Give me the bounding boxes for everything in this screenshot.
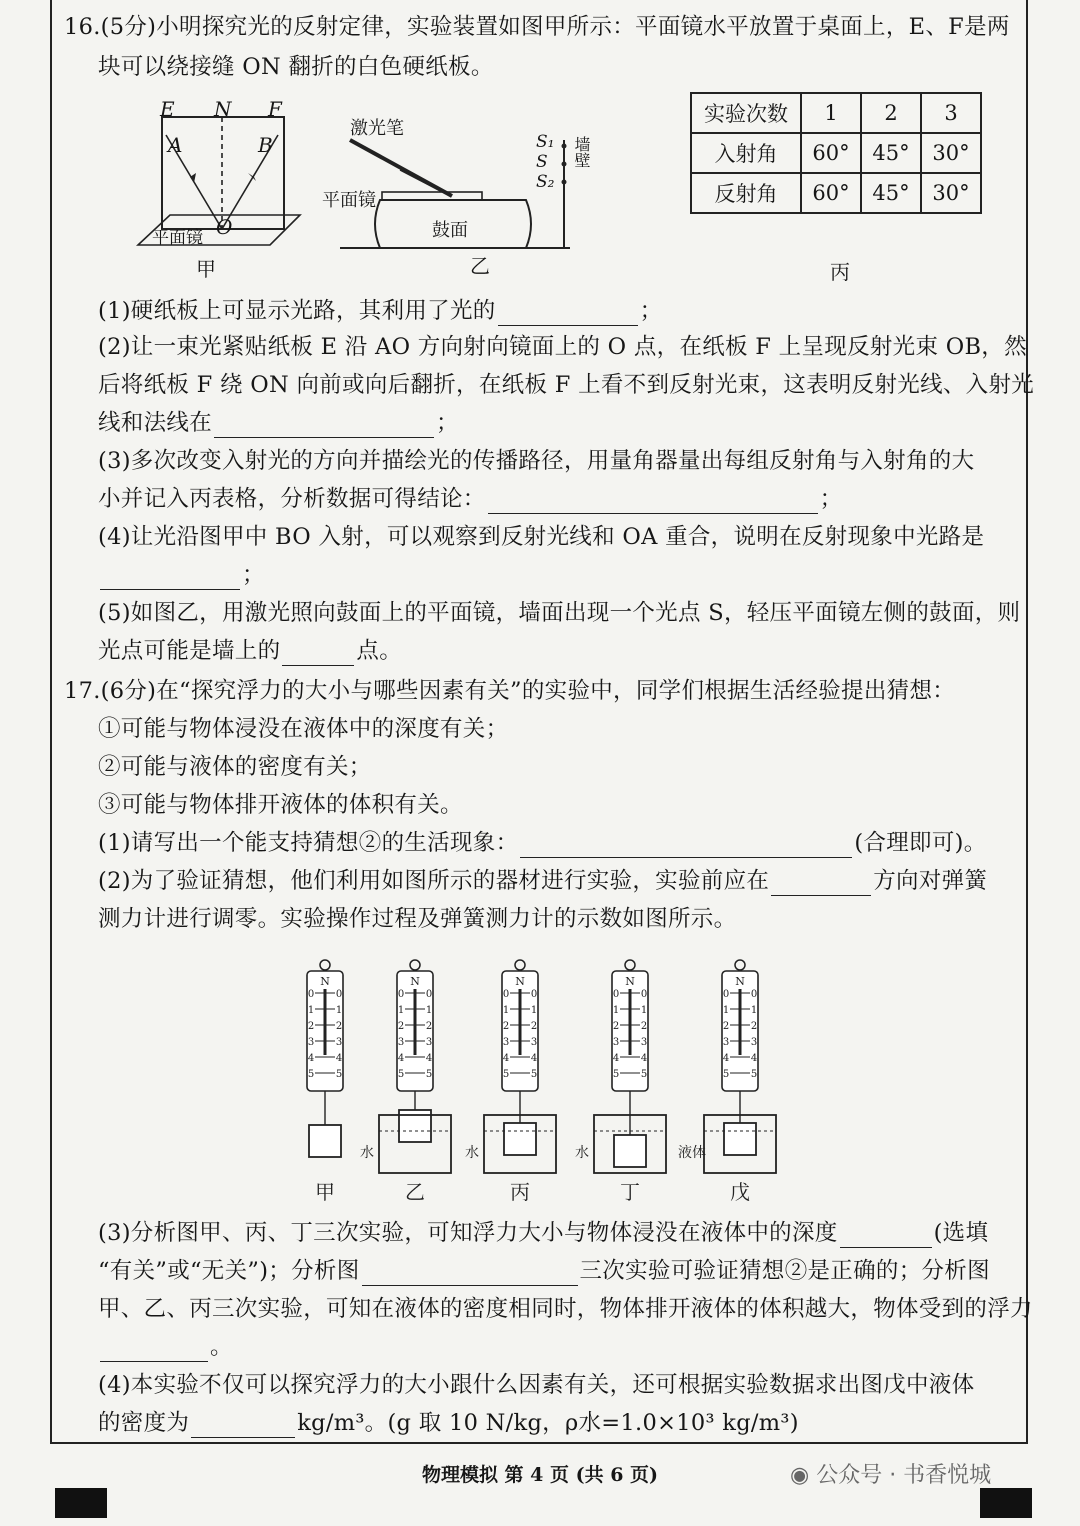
scale-caption: 丁 (620, 1180, 640, 1204)
angle-table (690, 92, 982, 214)
q17-p1-text: (1)请写出一个能支持猜想②的生活现象： (98, 830, 519, 856)
wechat-icon: ◉ (790, 1463, 817, 1488)
q16-head: 16.(5分)小明探究光的反射定律，实验装置如图甲所示：平面镜水平放置于桌面上，E、F是两 (64, 14, 1010, 40)
q16-p3b-text: 小并记入丙表格，分析数据可得结论： (98, 486, 486, 512)
scale-tick-label: 5 (335, 1069, 343, 1080)
q17-p3f-end: 。 (210, 1334, 233, 1360)
label-A: A (168, 133, 183, 157)
q16-p5a: (5)如图乙，用激光照向鼓面上的平面镜，墙面出现一个光点 S，轻压平面镜左侧的鼓面，则 (98, 600, 1021, 626)
q17-guess-3: ③可能与物体排开液体的体积有关。 (98, 792, 463, 818)
scale-caption: 戊 (730, 1180, 750, 1204)
q16-p2a: (2)让一束光紧贴纸板 E 沿 AO 方向射向镜面上的 O 点，在纸板 F 上呈现反射光束 OB，然 (98, 334, 1027, 360)
liquid-label: 液体 (678, 1145, 706, 1161)
scale-hook-ring (410, 960, 420, 970)
page-footer: 物理模拟 第 4 页 (共 6 页) (421, 1464, 659, 1486)
label-laser: 激光笔 (350, 118, 404, 139)
q16-p4a: (4)让光沿图甲中 BO 入射，可以观察到反射光线和 OA 重合，说明在反射现象中光路是 (98, 524, 985, 550)
q17-p2-text: (2)为了验证猜想，他们利用如图所示的器材进行实验，实验前应在 (98, 868, 770, 894)
answer-blank[interactable] (100, 567, 240, 590)
scale-tick-label: 0 (425, 989, 433, 1000)
scale-tick-label: 5 (722, 1069, 730, 1080)
answer-blank[interactable] (771, 873, 871, 896)
answer-blank[interactable] (498, 303, 638, 326)
q17-guess-1: ①可能与物体浸没在液体中的深度有关； (98, 716, 509, 742)
scale-tick-label: 5 (640, 1069, 648, 1080)
q16-p1-end: ； (639, 298, 663, 324)
scale-tick-label: 2 (530, 1021, 538, 1032)
q17-head: 17.(6分)在“探究浮力的大小与哪些因素有关”的实验中，同学们根据生活经验提出猜想： (64, 678, 956, 704)
caption-yi: 乙 (470, 254, 490, 278)
scale-tick-label: 1 (750, 1005, 758, 1016)
q17-p4b-end: kg/m³。(g 取 10 N/kg，ρ水=1.0×10³ kg/m³) (297, 1410, 799, 1436)
answer-blank[interactable] (840, 1225, 932, 1248)
table-header-cell: 1 (801, 93, 861, 133)
q16-p5b-text: 光点可能是墙上的 (98, 638, 281, 664)
table-cell: 入射角 (691, 133, 801, 173)
figure-jia (130, 95, 310, 280)
q17-p3a (98, 1218, 988, 1248)
scale-hook-ring (515, 960, 525, 970)
q16-p4b-end: ； (242, 562, 265, 588)
scale-tick-label: 4 (722, 1053, 730, 1064)
table-cell: 45° (861, 133, 921, 173)
scale-tick-label: 4 (425, 1053, 433, 1064)
reflection-board-diagram (130, 95, 310, 280)
liquid-label: 水 (465, 1145, 479, 1161)
scale-tick-label: 0 (640, 989, 648, 1000)
scale-tick-label: 4 (307, 1053, 315, 1064)
answer-blank[interactable] (214, 415, 434, 438)
scale-unit: N (735, 975, 745, 988)
table-cell: 反射角 (691, 173, 801, 213)
label-O: O (216, 215, 233, 239)
label-mirror-yi: 平面镜 (322, 190, 376, 211)
table-header-row (691, 93, 981, 133)
scale-tick-label: 1 (640, 1005, 648, 1016)
scale-tick-label: 2 (397, 1021, 405, 1032)
q17-p3a-end: (选填 (933, 1220, 989, 1246)
caption-jia: 甲 (196, 257, 216, 281)
object-block (724, 1123, 756, 1155)
q16-head-2: 块可以绕接缝 ON 翻折的白色硬纸板。 (98, 54, 494, 80)
scale-tick-label: 0 (612, 989, 620, 1000)
answer-blank[interactable] (488, 491, 818, 514)
table-header-cell: 2 (861, 93, 921, 133)
q16-p2c-text: 线和法线在 (98, 410, 213, 436)
scale-tick-label: 0 (722, 989, 730, 1000)
scale-tick-label: 2 (722, 1021, 730, 1032)
q16-p4b (98, 560, 265, 590)
label-mirror: 平面镜 (152, 228, 203, 248)
q17-p4a: (4)本实验不仅可以探究浮力的大小跟什么因素有关，还可根据实验数据求出图戊中液体 (98, 1372, 975, 1398)
q16-p3b-end: ； (819, 486, 843, 512)
label-S: S (536, 152, 548, 172)
q16-p1-text: (1)硬纸板上可显示光路，其利用了光的 (98, 298, 496, 324)
table-cell: 30° (921, 173, 981, 213)
q17-p3c (98, 1256, 990, 1286)
scale-tick-label: 1 (397, 1005, 405, 1016)
q16-p2c-end: ； (436, 410, 459, 436)
table-header-cell: 3 (921, 93, 981, 133)
scale-tick-label: 5 (502, 1069, 510, 1080)
scale-tick-label: 3 (530, 1037, 538, 1048)
scale-tick-label: 0 (502, 989, 510, 1000)
q16-p2c (98, 408, 459, 438)
table-row (691, 133, 981, 173)
scale-hook-ring (320, 960, 330, 970)
scale-tick-label: 2 (307, 1021, 315, 1032)
scale-tick-label: 4 (335, 1053, 343, 1064)
watermark-text: 公众号 · 书香悦城 (816, 1463, 992, 1488)
q17-p3a-text: (3)分析图甲、丙、丁三次实验，可知浮力大小与物体浸没在液体中的深度 (98, 1220, 838, 1246)
q16-p5b-end: 点。 (356, 638, 403, 664)
scale-tick-label: 5 (612, 1069, 620, 1080)
registration-mark (55, 1488, 107, 1518)
q16-p2b: 后将纸板 F 绕 ON 向前或向后翻折，在纸板 F 上看不到反射光束，这表明反射光线、入射光 (98, 372, 1035, 398)
q16-p5b (98, 636, 402, 666)
scale-tick-label: 4 (750, 1053, 758, 1064)
table-header-cell: 实验次数 (691, 93, 801, 133)
answer-blank[interactable] (100, 1339, 208, 1362)
registration-mark (980, 1488, 1032, 1518)
scale-caption: 乙 (405, 1180, 425, 1204)
q17-p3e: 甲、乙、丙三次实验，可知在液体的密度相同时，物体排开液体的体积越大，物体受到的浮力 (98, 1296, 1033, 1322)
object-block (309, 1125, 341, 1157)
label-F: F (268, 97, 282, 121)
q16-p3a: (3)多次改变入射光的方向并描绘光的传播路径，用量角器量出每组反射角与入射角的大 (98, 448, 975, 474)
scale-hook-ring (735, 960, 745, 970)
q17-p2c: 测力计进行调零。实验操作过程及弹簧测力计的示数如图所示。 (98, 906, 737, 932)
scale-tick-label: 0 (530, 989, 538, 1000)
label-E: E (160, 97, 175, 121)
scale-tick-label: 2 (425, 1021, 433, 1032)
scale-tick-label: 2 (640, 1021, 648, 1032)
scale-unit: N (320, 975, 330, 988)
scale-tick-label: 1 (530, 1005, 538, 1016)
label-S2: S₂ (536, 172, 555, 192)
label-B: B (258, 133, 273, 157)
scale-tick-label: 3 (335, 1037, 343, 1048)
scale-tick-label: 5 (307, 1069, 315, 1080)
scale-unit: N (410, 975, 420, 988)
object-block (614, 1135, 646, 1167)
scale-tick-label: 4 (640, 1053, 648, 1064)
label-S1: S₁ (536, 132, 555, 152)
scale-tick-label: 2 (335, 1021, 343, 1032)
scale-tick-label: 5 (750, 1069, 758, 1080)
scale-tick-label: 5 (425, 1069, 433, 1080)
q17-p2-end: 方向对弹簧 (873, 868, 988, 894)
scale-tick-label: 3 (397, 1037, 405, 1048)
answer-blank[interactable] (282, 643, 354, 666)
table-cell: 60° (801, 173, 861, 213)
figure-yi (320, 100, 600, 280)
q16-p1 (98, 296, 662, 326)
spring-scales-figure (290, 945, 810, 1205)
scale-tick-label: 3 (722, 1037, 730, 1048)
scale-tick-label: 0 (397, 989, 405, 1000)
q17-p4b (98, 1408, 799, 1438)
scale-hook-ring (625, 960, 635, 970)
scale-tick-label: 4 (612, 1053, 620, 1064)
scale-tick-label: 0 (307, 989, 315, 1000)
scale-tick-label: 4 (530, 1053, 538, 1064)
q17-p2 (98, 866, 987, 896)
scale-tick-label: 1 (722, 1005, 730, 1016)
answer-blank[interactable] (362, 1263, 578, 1286)
scale-tick-label: 0 (750, 989, 758, 1000)
scale-tick-label: 3 (750, 1037, 758, 1048)
scale-tick-label: 5 (530, 1069, 538, 1080)
table-cell: 30° (921, 133, 981, 173)
label-wall: 墙壁 (572, 136, 591, 168)
q17-p1-end: (合理即可)。 (854, 830, 987, 856)
q17-p1 (98, 828, 987, 858)
caption-bing: 丙 (830, 260, 850, 284)
scale-tick-label: 3 (425, 1037, 433, 1048)
q17-p3c-text: “有关”或“无关”)；分析图 (98, 1258, 360, 1284)
table-row (691, 173, 981, 213)
scale-tick-label: 5 (397, 1069, 405, 1080)
scale-caption: 甲 (315, 1180, 335, 1204)
table-cell: 60° (801, 133, 861, 173)
scale-tick-label: 0 (335, 989, 343, 1000)
figure-bing (690, 92, 982, 284)
scale-tick-label: 2 (612, 1021, 620, 1032)
label-N: N (214, 97, 232, 121)
scale-unit: N (625, 975, 635, 988)
q17-p3c-end: 三次实验可验证猜想②是正确的；分析图 (579, 1258, 990, 1284)
answer-blank[interactable] (191, 1415, 295, 1438)
scale-unit: N (515, 975, 525, 988)
scale-tick-label: 1 (335, 1005, 343, 1016)
scale-tick-label: 4 (502, 1053, 510, 1064)
scale-tick-label: 2 (750, 1021, 758, 1032)
scale-tick-label: 4 (397, 1053, 405, 1064)
q17-guess-2: ②可能与液体的密度有关； (98, 754, 372, 780)
q17-p4b-text: 的密度为 (98, 1410, 190, 1436)
scale-tick-label: 3 (640, 1037, 648, 1048)
watermark (790, 1458, 991, 1489)
table-cell: 45° (861, 173, 921, 213)
scale-caption: 丙 (510, 1180, 530, 1204)
liquid-label: 水 (360, 1145, 374, 1161)
scale-tick-label: 1 (612, 1005, 620, 1016)
scale-tick-label: 1 (307, 1005, 315, 1016)
object-block (504, 1123, 536, 1155)
spring-scales-svg (290, 945, 810, 1205)
scale-tick-label: 1 (502, 1005, 510, 1016)
scale-tick-label: 3 (502, 1037, 510, 1048)
q17-p3f (98, 1332, 233, 1362)
scale-tick-label: 3 (307, 1037, 315, 1048)
scale-tick-label: 2 (502, 1021, 510, 1032)
answer-blank[interactable] (520, 835, 852, 858)
scale-tick-label: 1 (425, 1005, 433, 1016)
scale-tick-label: 3 (612, 1037, 620, 1048)
liquid-label: 水 (575, 1145, 589, 1161)
label-drum: 鼓面 (432, 220, 468, 241)
q16-p3b (98, 484, 842, 514)
